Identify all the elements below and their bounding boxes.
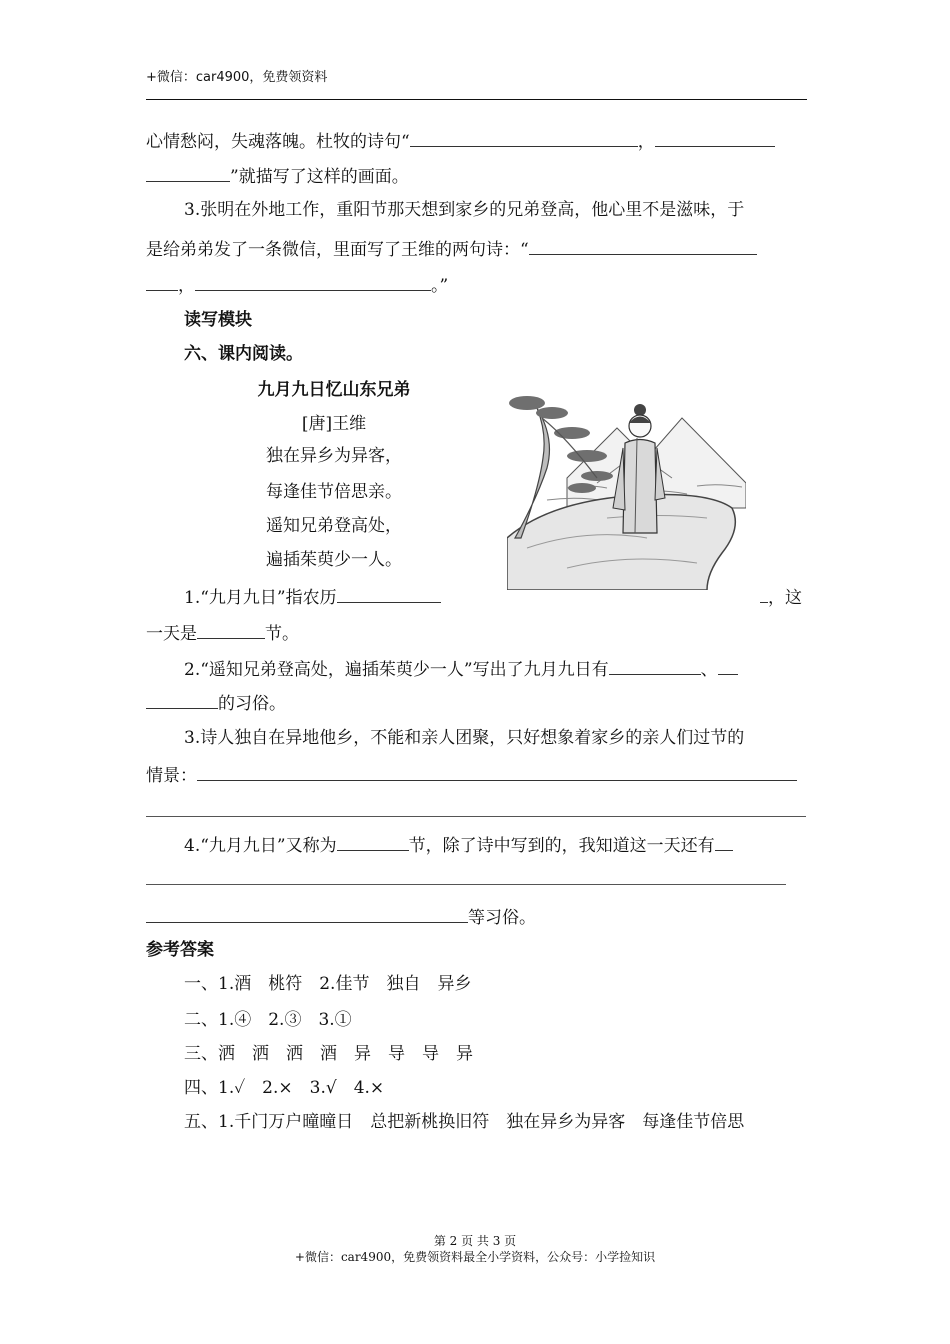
answer-blank[interactable] [609,656,701,675]
answer-blank[interactable] [337,584,441,603]
section-six-title: 六、课内阅读。 [184,344,303,364]
answer-blank[interactable] [197,620,265,639]
answer-part-3: 三、洒 洒 洒 酒 异 导 导 异 [184,1044,473,1064]
page-number: 第 2 页 共 3 页 [433,1234,517,1248]
answer-part-4: 四、1.✓ 2.× 3.√ 4.× [184,1078,385,1098]
q6-2-line2: 的习俗。 [146,690,286,716]
q6-2-line1: 2.“遥知兄弟登高处，遍插茱萸少一人”写出了九月九日有 、 [184,656,738,682]
poem-line-1: 独在异乡为异客， [266,446,402,466]
poet-on-cliff-illustration [507,388,746,590]
answer-blank[interactable] [718,656,738,675]
q5-3-line3: ， 。” [146,272,448,298]
q5-3-line1: 3.张明在外地工作，重阳节那天想到家乡的兄弟登高，他心里不是滋味，于 [184,200,745,220]
answer-blank[interactable] [655,128,775,147]
q5-2-line1: 心情愁闷，失魂落魄。杜牧的诗句“ ， [146,128,775,154]
answer-blank[interactable] [146,690,218,709]
poem-author: [唐]王维 [301,414,367,434]
answers-title: 参考答案 [146,940,214,960]
header-divider [146,99,807,100]
q6-1-line1: 1.“九月九日”指农历 [184,584,441,610]
poem-title: 九月九日忆山东兄弟 [257,380,411,400]
answer-part-5: 五、1.千门万户曈曈日 总把新桃换旧符 独在异乡为异客 每逢佳节倍思 [184,1112,745,1132]
q5-3-line2: 是给弟弟发了一条微信，里面写了王维的两句诗：“ [146,236,757,262]
answer-blank[interactable] [197,762,797,781]
poem-line-4: 遍插茱萸少一人。 [266,550,402,570]
q6-1-line2: 一天是 节。 [146,620,299,646]
answer-part-1: 一、1.酒 桃符 2.佳节 独自 异乡 [184,974,472,994]
q6-3-line1: 3.诗人独自在异地他乡，不能和亲人团聚，只好想象着家乡的亲人们过节的 [184,728,745,748]
q6-1-line1-end: ，这 [760,584,802,610]
q5-2-line2: ”就描写了这样的画面。 [146,163,409,189]
answer-blank[interactable] [195,272,431,291]
answer-blank[interactable] [146,163,230,182]
section-read-write: 读写模块 [184,310,252,330]
answer-line[interactable] [146,816,806,817]
poem-line-2: 每逢佳节倍思亲。 [266,482,402,502]
answer-blank[interactable] [146,272,178,291]
answer-part-2: 二、1.④ 2.③ 3.① [184,1010,352,1030]
answer-blank[interactable] [337,832,409,851]
q6-3-line2: 情景： [146,762,797,788]
answer-blank[interactable] [410,128,638,147]
q6-4-line1: 4.“九月九日”又称为 节，除了诗中写到的，我知道这一天还有 [184,832,733,858]
page-header-text: +微信：car4900，免费领资料 [146,70,328,85]
answer-blank[interactable] [715,832,733,851]
poem-line-3: 遥知兄弟登高处， [266,516,402,536]
footer-note: +微信：car4900，免费领资料最全小学资料，公众号：小学捡知识 [294,1250,656,1264]
answer-blank[interactable] [146,904,468,923]
answer-blank[interactable] [760,584,768,603]
answer-blank[interactable] [529,236,757,255]
q6-4-line3: 等习俗。 [146,904,536,930]
answer-line[interactable] [146,884,786,885]
